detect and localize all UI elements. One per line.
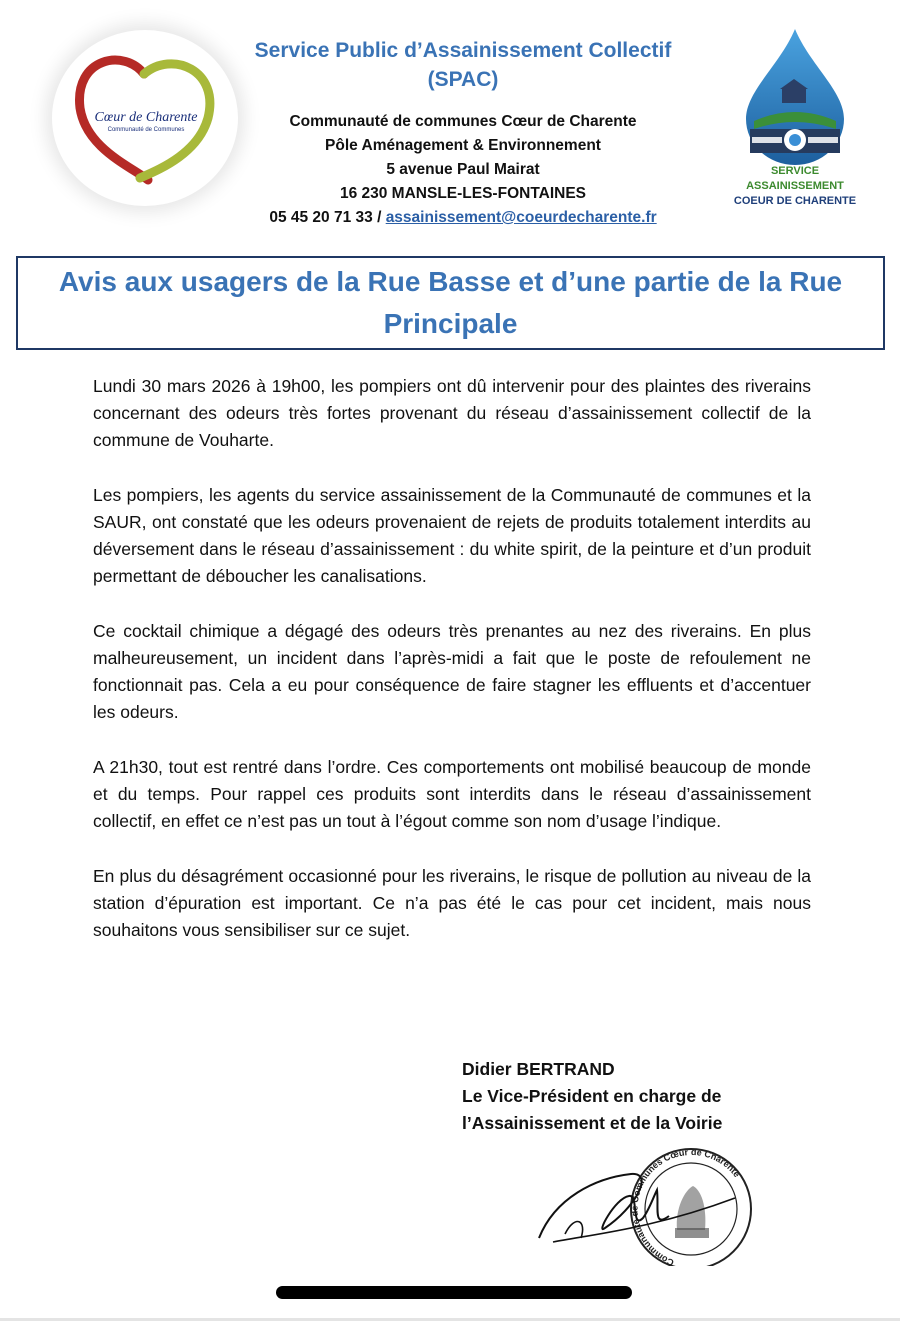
address-line: 16 230 MANSLE-LES-FONTAINES [339, 185, 587, 202]
header-block [228, 36, 698, 230]
address-line: 5 avenue Paul Mairat [386, 161, 540, 178]
notice-body [93, 373, 811, 972]
logo-caption-service: SERVICE [770, 165, 820, 177]
body-paragraph: En plus du désagrément occasionné pour les riverains, le risque de pollution au niveau de la station d’épuration est important. Ce n’a pas été le cas pour cet incident, mais nous souhaitons vous sensibiliser sur ce sujet. [93, 866, 811, 940]
signatory-role: l’Assainissement et de la Voirie [462, 1113, 723, 1133]
service-title: Service Public d’Assainissement Collectif [254, 39, 672, 62]
body-paragraph: Les pompiers, les agents du service assainissement de la Communauté de communes et la SAUR, ont constaté que les odeurs provenaient de rejets de produits totalement interdits au déversement dans le réseau d’assainissement : du white spirit, de la peinture et d’un produit permettant de déboucher les canalisations. [93, 485, 811, 586]
coeur-de-charente-logo [52, 30, 238, 206]
logo-main-text: Cœur de Charente [94, 110, 198, 125]
phone-number: 05 45 20 71 33 / [269, 209, 382, 226]
body-paragraph: Lundi 30 mars 2026 à 19h00, les pompiers ont dû intervenir pour des plaintes des riverains concernant des odeurs très fortes provenant du réseau d’assainissement collectif de la commune de Vouharte. [93, 376, 811, 450]
home-indicator[interactable] [276, 1286, 632, 1299]
body-paragraph: Ce cocktail chimique a dégagé des odeurs très prenantes au nez des riverains. En plus malheureusement, un incident dans l’après-midi a fait que le poste de refoulement ne fonctionnait pas. Cela a eu pour conséquence de faire stagner les effluents et d’accentuer les odeurs. [93, 621, 811, 722]
body-paragraph: A 21h30, tout est rentré dans l’ordre. Ces comportements ont mobilisé beaucoup de monde et du temps. Pour rappel ces produits sont interdits dans le réseau d’assainissement collectif, en effet ce n’est pas un tout à l’égout comme son nom d’usage l’indique. [93, 757, 811, 831]
signature-block [462, 1056, 722, 1137]
address-block [228, 110, 698, 230]
signatory-role: Le Vice-Président en charge de [462, 1086, 722, 1106]
stamp-text: Communauté de Communes Cœur de Charente [629, 1146, 743, 1266]
address-line: Communauté de communes Cœur de Charente [289, 113, 637, 130]
water-drop-icon [730, 25, 860, 165]
contact-line [228, 206, 698, 230]
notice-title: Avis aux usagers de la Rue Basse et d’une partie de la Rue Principale [58, 266, 843, 339]
email-link[interactable]: assainissement@coeurdecharente.fr [385, 209, 657, 226]
notice-title-box [16, 256, 885, 350]
logo-caption-coeur: COEUR DE CHARENTE [733, 195, 857, 207]
signature-and-stamp [535, 1138, 760, 1266]
logo-caption-assainissement: ASSAINISSEMENT [746, 180, 844, 192]
logo-sub-text: Communauté de Communes [107, 127, 185, 133]
address-line: Pôle Aménagement & Environnement [325, 137, 601, 154]
service-abbr: (SPAC) [427, 68, 499, 91]
signatory-name: Didier BERTRAND [462, 1059, 615, 1079]
service-assainissement-logo [730, 25, 860, 215]
